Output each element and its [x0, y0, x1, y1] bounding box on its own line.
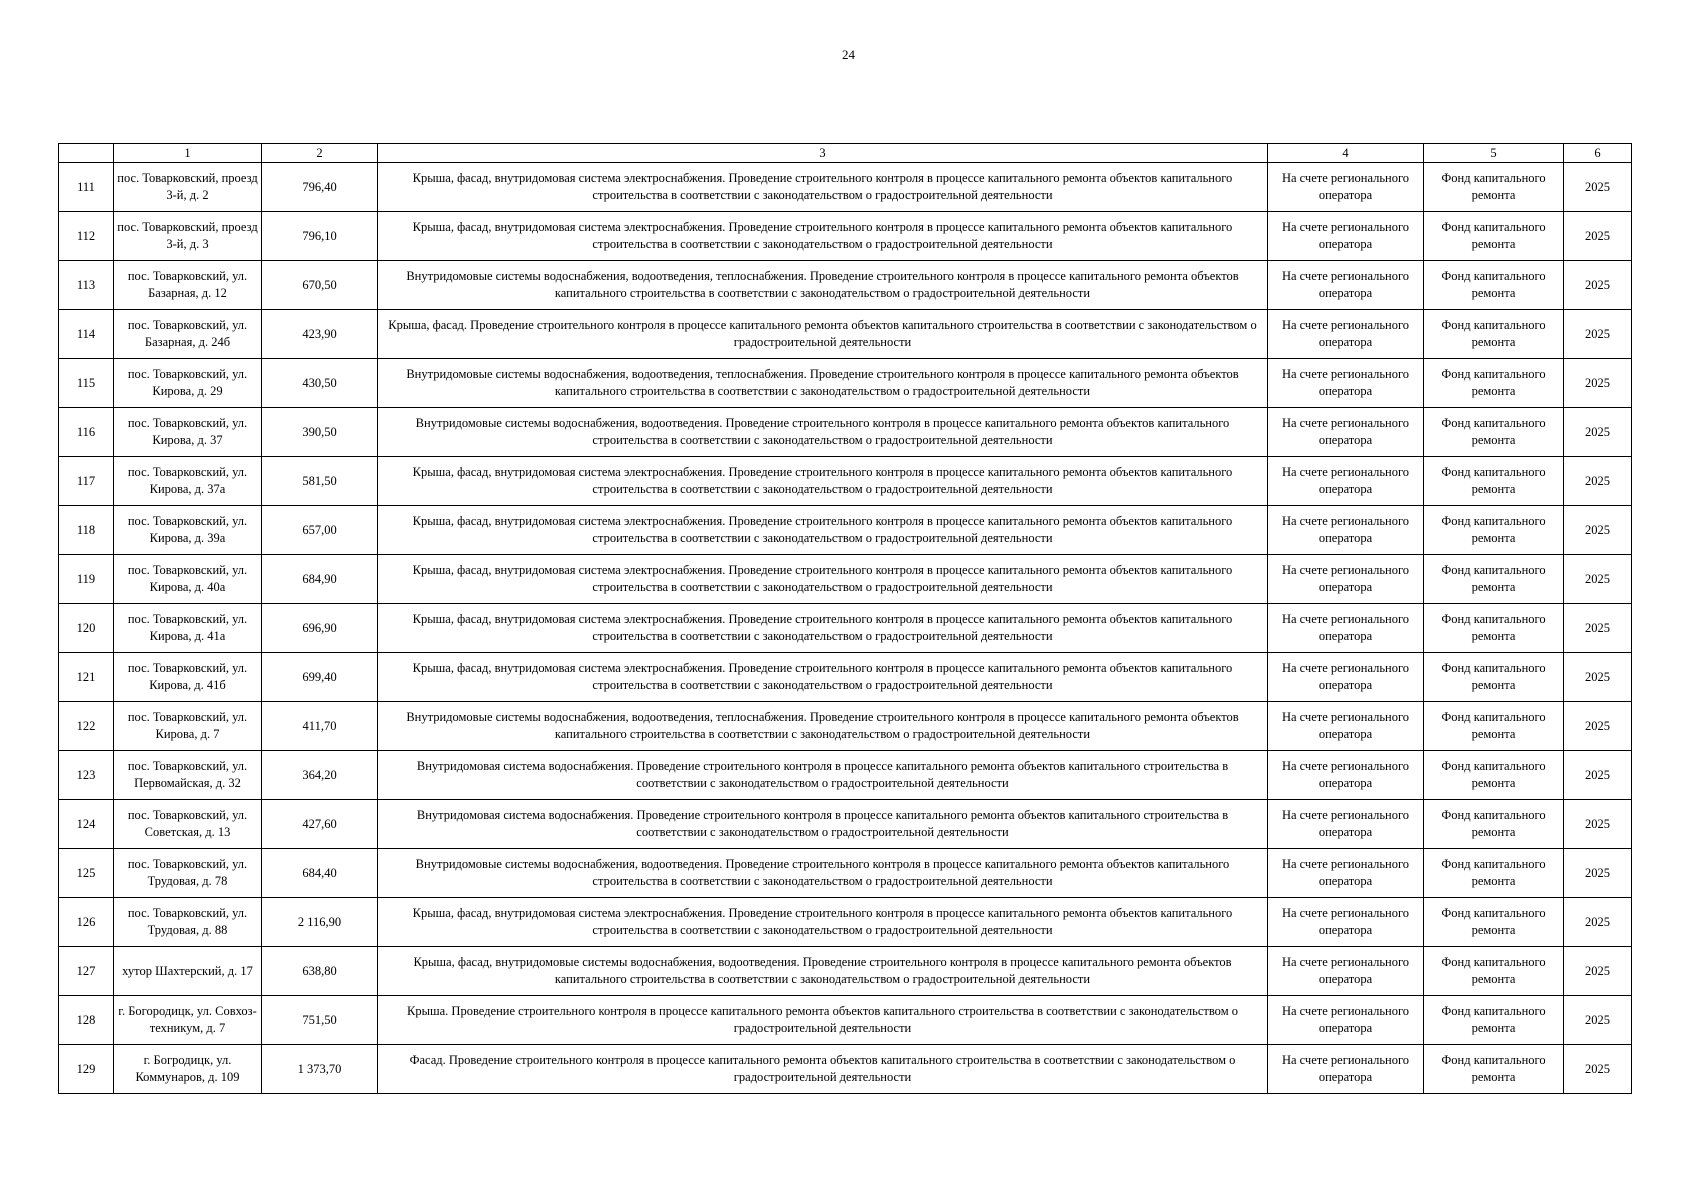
header-cell-5: 5 [1424, 144, 1564, 163]
row-number-cell: 117 [59, 457, 114, 506]
year-cell: 2025 [1564, 457, 1632, 506]
table-row [59, 996, 1632, 1045]
works-description-cell: Крыша, фасад, внутридомовая система электроснабжения. Проведение строительного контроля в процессе капитального ремонта объектов капитального строительства в соответствии с законодательством о градостроительной деятельности [378, 212, 1268, 261]
row-number-cell: 128 [59, 996, 114, 1045]
funding-source-cell: Фонд капитального ремонта [1424, 849, 1564, 898]
year-cell: 2025 [1564, 359, 1632, 408]
row-number-cell: 115 [59, 359, 114, 408]
funding-source-cell: Фонд капитального ремонта [1424, 408, 1564, 457]
year-cell: 2025 [1564, 555, 1632, 604]
row-number-cell: 126 [59, 898, 114, 947]
funding-source-cell: Фонд капитального ремонта [1424, 261, 1564, 310]
row-number-cell: 120 [59, 604, 114, 653]
year-cell: 2025 [1564, 604, 1632, 653]
address-cell: пос. Товарковский, ул. Трудовая, д. 78 [114, 849, 262, 898]
funding-method-cell: На счете регионального оператора [1268, 996, 1424, 1045]
funding-method-cell: На счете регионального оператора [1268, 849, 1424, 898]
area-cell: 430,50 [262, 359, 378, 408]
table-row [59, 359, 1632, 408]
address-cell: пос. Товарковский, ул. Кирова, д. 41б [114, 653, 262, 702]
row-number-cell: 118 [59, 506, 114, 555]
address-cell: г. Богородицк, ул. Совхоз-техникум, д. 7 [114, 996, 262, 1045]
table-row [59, 457, 1632, 506]
funding-method-cell: На счете регионального оператора [1268, 163, 1424, 212]
header-cell-4: 4 [1268, 144, 1424, 163]
funding-source-cell: Фонд капитального ремонта [1424, 1045, 1564, 1094]
funding-method-cell: На счете регионального оператора [1268, 800, 1424, 849]
funding-method-cell: На счете регионального оператора [1268, 751, 1424, 800]
table-body [59, 144, 1632, 1094]
works-description-cell: Внутридомовые системы водоснабжения, водоотведения, теплоснабжения. Проведение строительного контроля в процессе капитального ремонта объектов капитального строительства в соответствии с законодательством о градостроительной деятельности [378, 261, 1268, 310]
row-number-cell: 122 [59, 702, 114, 751]
year-cell: 2025 [1564, 702, 1632, 751]
works-description-cell: Крыша, фасад. Проведение строительного контроля в процессе капитального ремонта объектов капитального строительства в соответствии с законодательством о градостроительной деятельности [378, 310, 1268, 359]
page-number: 24 [842, 47, 855, 62]
area-cell: 796,10 [262, 212, 378, 261]
area-cell: 581,50 [262, 457, 378, 506]
table-row [59, 408, 1632, 457]
works-description-cell: Внутридомовые системы водоснабжения, водоотведения. Проведение строительного контроля в процессе капитального ремонта объектов капитального строительства в соответствии с законодательством о градостроительной деятельности [378, 849, 1268, 898]
funding-source-cell: Фонд капитального ремонта [1424, 310, 1564, 359]
area-cell: 696,90 [262, 604, 378, 653]
year-cell: 2025 [1564, 898, 1632, 947]
year-cell: 2025 [1564, 212, 1632, 261]
works-description-cell: Крыша. Проведение строительного контроля в процессе капитального ремонта объектов капитального строительства в соответствии с законодательством о градостроительной деятельности [378, 996, 1268, 1045]
area-cell: 699,40 [262, 653, 378, 702]
works-description-cell: Внутридомовая система водоснабжения. Проведение строительного контроля в процессе капитального ремонта объектов капитального строительства в соответствии с законодательством о градостроительной деятельности [378, 751, 1268, 800]
header-cell-2: 2 [262, 144, 378, 163]
table-row [59, 261, 1632, 310]
funding-method-cell: На счете регионального оператора [1268, 212, 1424, 261]
address-cell: пос. Товарковский, ул. Трудовая, д. 88 [114, 898, 262, 947]
area-cell: 796,40 [262, 163, 378, 212]
address-cell: пос. Товарковский, ул. Базарная, д. 12 [114, 261, 262, 310]
funding-method-cell: На счете регионального оператора [1268, 310, 1424, 359]
works-description-cell: Крыша, фасад, внутридомовая система электроснабжения. Проведение строительного контроля в процессе капитального ремонта объектов капитального строительства в соответствии с законодательством о градостроительной деятельности [378, 163, 1268, 212]
address-cell: хутор Шахтерский, д. 17 [114, 947, 262, 996]
funding-source-cell: Фонд капитального ремонта [1424, 898, 1564, 947]
address-cell: пос. Товарковский, ул. Кирова, д. 7 [114, 702, 262, 751]
row-number-cell: 124 [59, 800, 114, 849]
funding-method-cell: На счете регионального оператора [1268, 947, 1424, 996]
funding-source-cell: Фонд капитального ремонта [1424, 457, 1564, 506]
table-row [59, 212, 1632, 261]
year-cell: 2025 [1564, 1045, 1632, 1094]
funding-method-cell: На счете регионального оператора [1268, 604, 1424, 653]
funding-source-cell: Фонд капитального ремонта [1424, 555, 1564, 604]
works-description-cell: Фасад. Проведение строительного контроля в процессе капитального ремонта объектов капитального строительства в соответствии с законодательством о градостроительной деятельности [378, 1045, 1268, 1094]
funding-method-cell: На счете регионального оператора [1268, 261, 1424, 310]
header-cell-1: 1 [114, 144, 262, 163]
area-cell: 657,00 [262, 506, 378, 555]
address-cell: пос. Товарковский, ул. Кирова, д. 29 [114, 359, 262, 408]
address-cell: пос. Товарковский, ул. Первомайская, д. 32 [114, 751, 262, 800]
area-cell: 411,70 [262, 702, 378, 751]
year-cell: 2025 [1564, 947, 1632, 996]
funding-method-cell: На счете регионального оператора [1268, 555, 1424, 604]
funding-method-cell: На счете регионального оператора [1268, 653, 1424, 702]
funding-source-cell: Фонд капитального ремонта [1424, 702, 1564, 751]
year-cell: 2025 [1564, 506, 1632, 555]
address-cell: пос. Товарковский, ул. Базарная, д. 24б [114, 310, 262, 359]
table-row [59, 947, 1632, 996]
row-number-cell: 114 [59, 310, 114, 359]
funding-source-cell: Фонд капитального ремонта [1424, 163, 1564, 212]
table-row [59, 898, 1632, 947]
funding-method-cell: На счете регионального оператора [1268, 408, 1424, 457]
works-description-cell: Внутридомовые системы водоснабжения, водоотведения, теплоснабжения. Проведение строительного контроля в процессе капитального ремонта объектов капитального строительства в соответствии с законодательством о градостроительной деятельности [378, 702, 1268, 751]
funding-method-cell: На счете регионального оператора [1268, 1045, 1424, 1094]
row-number-cell: 111 [59, 163, 114, 212]
address-cell: пос. Товарковский, ул. Кирова, д. 39а [114, 506, 262, 555]
row-number-cell: 127 [59, 947, 114, 996]
works-description-cell: Крыша, фасад, внутридомовая система электроснабжения. Проведение строительного контроля в процессе капитального ремонта объектов капитального строительства в соответствии с законодательством о градостроительной деятельности [378, 604, 1268, 653]
area-cell: 390,50 [262, 408, 378, 457]
header-cell-6: 6 [1564, 144, 1632, 163]
table-row [59, 1045, 1632, 1094]
table-row [59, 751, 1632, 800]
year-cell: 2025 [1564, 163, 1632, 212]
address-cell: пос. Товарковский, ул. Кирова, д. 41а [114, 604, 262, 653]
address-cell: пос. Товарковский, ул. Кирова, д. 37а [114, 457, 262, 506]
funding-method-cell: На счете регионального оператора [1268, 359, 1424, 408]
funding-source-cell: Фонд капитального ремонта [1424, 751, 1564, 800]
row-number-cell: 119 [59, 555, 114, 604]
works-description-cell: Внутридомовые системы водоснабжения, водоотведения, теплоснабжения. Проведение строительного контроля в процессе капитального ремонта объектов капитального строительства в соответствии с законодательством о градостроительной деятельности [378, 359, 1268, 408]
area-cell: 684,40 [262, 849, 378, 898]
area-cell: 638,80 [262, 947, 378, 996]
header-cell-index [59, 144, 114, 163]
works-description-cell: Крыша, фасад, внутридомовая система электроснабжения. Проведение строительного контроля в процессе капитального ремонта объектов капитального строительства в соответствии с законодательством о градостроительной деятельности [378, 898, 1268, 947]
works-description-cell: Крыша, фасад, внутридомовая система электроснабжения. Проведение строительного контроля в процессе капитального ремонта объектов капитального строительства в соответствии с законодательством о градостроительной деятельности [378, 555, 1268, 604]
row-number-cell: 116 [59, 408, 114, 457]
table-row [59, 800, 1632, 849]
table-row [59, 849, 1632, 898]
works-description-cell: Крыша, фасад, внутридомовая система электроснабжения. Проведение строительного контроля в процессе капитального ремонта объектов капитального строительства в соответствии с законодательством о градостроительной деятельности [378, 457, 1268, 506]
area-cell: 427,60 [262, 800, 378, 849]
address-cell: г. Богродицк, ул. Коммунаров, д. 109 [114, 1045, 262, 1094]
year-cell: 2025 [1564, 408, 1632, 457]
funding-method-cell: На счете регионального оператора [1268, 506, 1424, 555]
works-description-cell: Крыша, фасад, внутридомовая система электроснабжения. Проведение строительного контроля в процессе капитального ремонта объектов капитального строительства в соответствии с законодательством о градостроительной деятельности [378, 653, 1268, 702]
area-cell: 751,50 [262, 996, 378, 1045]
area-cell: 684,90 [262, 555, 378, 604]
row-number-cell: 113 [59, 261, 114, 310]
capital-repair-table [58, 143, 1632, 1094]
header-cell-3: 3 [378, 144, 1268, 163]
area-cell: 364,20 [262, 751, 378, 800]
row-number-cell: 125 [59, 849, 114, 898]
area-cell: 2 116,90 [262, 898, 378, 947]
row-number-cell: 121 [59, 653, 114, 702]
funding-method-cell: На счете регионального оператора [1268, 702, 1424, 751]
works-description-cell: Внутридомовые системы водоснабжения, водоотведения. Проведение строительного контроля в процессе капитального ремонта объектов капитального строительства в соответствии с законодательством о градостроительной деятельности [378, 408, 1268, 457]
year-cell: 2025 [1564, 261, 1632, 310]
table-row [59, 506, 1632, 555]
funding-source-cell: Фонд капитального ремонта [1424, 359, 1564, 408]
funding-source-cell: Фонд капитального ремонта [1424, 506, 1564, 555]
funding-source-cell: Фонд капитального ремонта [1424, 996, 1564, 1045]
address-cell: пос. Товарковский, проезд 3-й, д. 2 [114, 163, 262, 212]
year-cell: 2025 [1564, 800, 1632, 849]
year-cell: 2025 [1564, 653, 1632, 702]
funding-source-cell: Фонд капитального ремонта [1424, 800, 1564, 849]
area-cell: 670,50 [262, 261, 378, 310]
table-row [59, 653, 1632, 702]
funding-method-cell: На счете регионального оператора [1268, 457, 1424, 506]
table-row [59, 555, 1632, 604]
row-number-cell: 129 [59, 1045, 114, 1094]
address-cell: пос. Товарковский, ул. Кирова, д. 40а [114, 555, 262, 604]
funding-source-cell: Фонд капитального ремонта [1424, 212, 1564, 261]
column-number-header-row [59, 144, 1632, 163]
works-description-cell: Внутридомовая система водоснабжения. Проведение строительного контроля в процессе капитального ремонта объектов капитального строительства в соответствии с законодательством о градостроительной деятельности [378, 800, 1268, 849]
row-number-cell: 112 [59, 212, 114, 261]
funding-source-cell: Фонд капитального ремонта [1424, 604, 1564, 653]
row-number-cell: 123 [59, 751, 114, 800]
address-cell: пос. Товарковский, проезд 3-й, д. 3 [114, 212, 262, 261]
year-cell: 2025 [1564, 849, 1632, 898]
table-row [59, 163, 1632, 212]
area-cell: 423,90 [262, 310, 378, 359]
works-description-cell: Крыша, фасад, внутридомовая система электроснабжения. Проведение строительного контроля в процессе капитального ремонта объектов капитального строительства в соответствии с законодательством о градостроительной деятельности [378, 506, 1268, 555]
table-row [59, 604, 1632, 653]
funding-source-cell: Фонд капитального ремонта [1424, 653, 1564, 702]
year-cell: 2025 [1564, 310, 1632, 359]
table-row [59, 310, 1632, 359]
year-cell: 2025 [1564, 751, 1632, 800]
address-cell: пос. Товарковский, ул. Советская, д. 13 [114, 800, 262, 849]
address-cell: пос. Товарковский, ул. Кирова, д. 37 [114, 408, 262, 457]
funding-method-cell: На счете регионального оператора [1268, 898, 1424, 947]
table-row [59, 702, 1632, 751]
area-cell: 1 373,70 [262, 1045, 378, 1094]
funding-source-cell: Фонд капитального ремонта [1424, 947, 1564, 996]
year-cell: 2025 [1564, 996, 1632, 1045]
works-description-cell: Крыша, фасад, внутридомовые системы водоснабжения, водоотведения. Проведение строительного контроля в процессе капитального ремонта объектов капитального строительства в соответствии с законодательством о градостроительной деятельности [378, 947, 1268, 996]
